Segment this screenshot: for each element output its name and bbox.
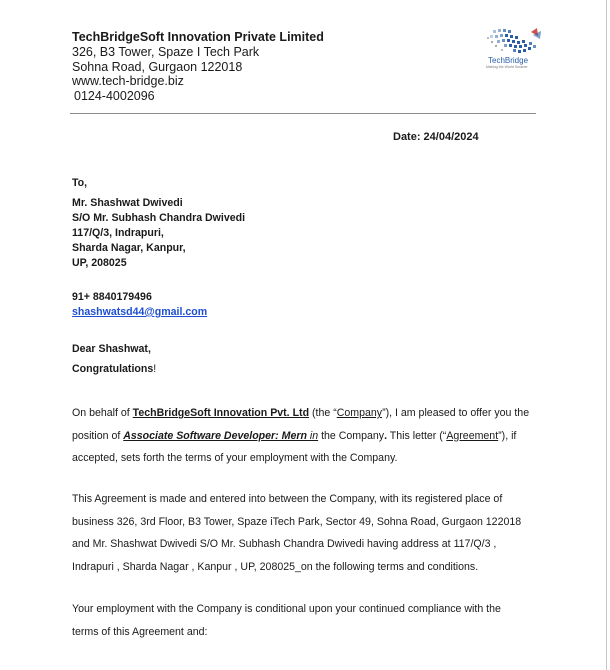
congrats-word: Congratulations [72,363,154,375]
recipient-phone: 91+ 8840179496 [72,291,152,303]
recipient-address [72,196,245,271]
p1-text-e: the Company [318,429,385,442]
logo-grid-icon [485,26,545,56]
p1-text-b: (the “ [309,407,337,419]
p1-company-word: Company [336,407,383,419]
p2-line2: business 326, 3rd Floor, B3 Tower, Spaze iTech Park, Sector 49, Sohna Road, Gurgaon 122018 [72,515,522,528]
p1-period: . [384,429,388,442]
p3-line2: terms of this Agreement and: [72,625,208,638]
recipient-parent: S/O Mr. Subhash Chandra Dwivedi [72,212,246,224]
agreement-paragraph [72,488,542,578]
p1-line3: accepted, sets forth the terms of your employment with the Company. [72,452,398,464]
company-address-line2: Sohna Road, Gurgaon 122018 [72,59,243,74]
recipient-contact [72,290,207,320]
recipient-name: Mr. Shashwat Dwivedi [72,197,183,209]
congrats-mark: ! [153,363,157,375]
company-website: www.tech-bridge.biz [72,74,184,89]
p1-in-word: in [306,429,319,442]
p3-line1: Your employment with the Company is conditional upon your continued compliance with the [72,603,501,615]
offer-paragraph [72,402,542,470]
company-address-line1: 326, B3 Tower, Spaze I Tech Park [72,44,260,59]
p1-agreement-word: Agreement [446,429,499,442]
letter-date: Date: 24/04/2024 [393,131,479,143]
header-divider [70,113,536,114]
company-header [72,30,324,104]
recipient-addr2: Sharda Nagar, Kanpur, [72,242,186,254]
p1-text-a: On behalf of [72,407,133,419]
congratulations [72,362,156,377]
p1-text-f: This letter (“ [387,429,447,442]
recipient-addr1: 117/Q/3, Indrapuri, [72,227,164,239]
to-line [72,176,87,191]
salutation [72,342,151,357]
to-label: To, [72,177,88,189]
p2-line1: This Agreement is made and entered into between the Company, with its registered place of [72,493,503,505]
p1-text-d: position of [72,429,124,442]
employment-paragraph [72,598,542,643]
p2-line3: and Mr. Shashwat Dwivedi S/O Mr. Subhash Chandra Dwivedi having address at 117/Q/3 , [72,538,497,550]
salutation-text: Dear Shashwat, [72,343,151,355]
p1-company-name: TechBridgeSoft Innovation Pvt. Ltd [132,407,310,419]
p2-line4: Indrapuri , Sharda Nagar , Kanpur , UP, 208025_on the following terms and conditions. [72,560,479,573]
p1-text-g: ”), if [498,429,517,442]
p1-role: Associate Software Developer: Mern [123,429,307,442]
company-name: TechBridgeSoft Innovation Private Limited [72,30,324,44]
techbridge-logo [483,26,545,72]
company-phone: 0124-4002096 [74,89,155,104]
logo-tagline: Making the World Smarter [486,65,528,69]
recipient-email-link[interactable]: shashwatsd44@gmail.com [72,306,208,318]
logo-name: TechBridge [488,56,529,65]
recipient-addr3: UP, 208025 [72,257,127,269]
p1-text-c: ”), I am pleased to offer you the [382,407,530,419]
